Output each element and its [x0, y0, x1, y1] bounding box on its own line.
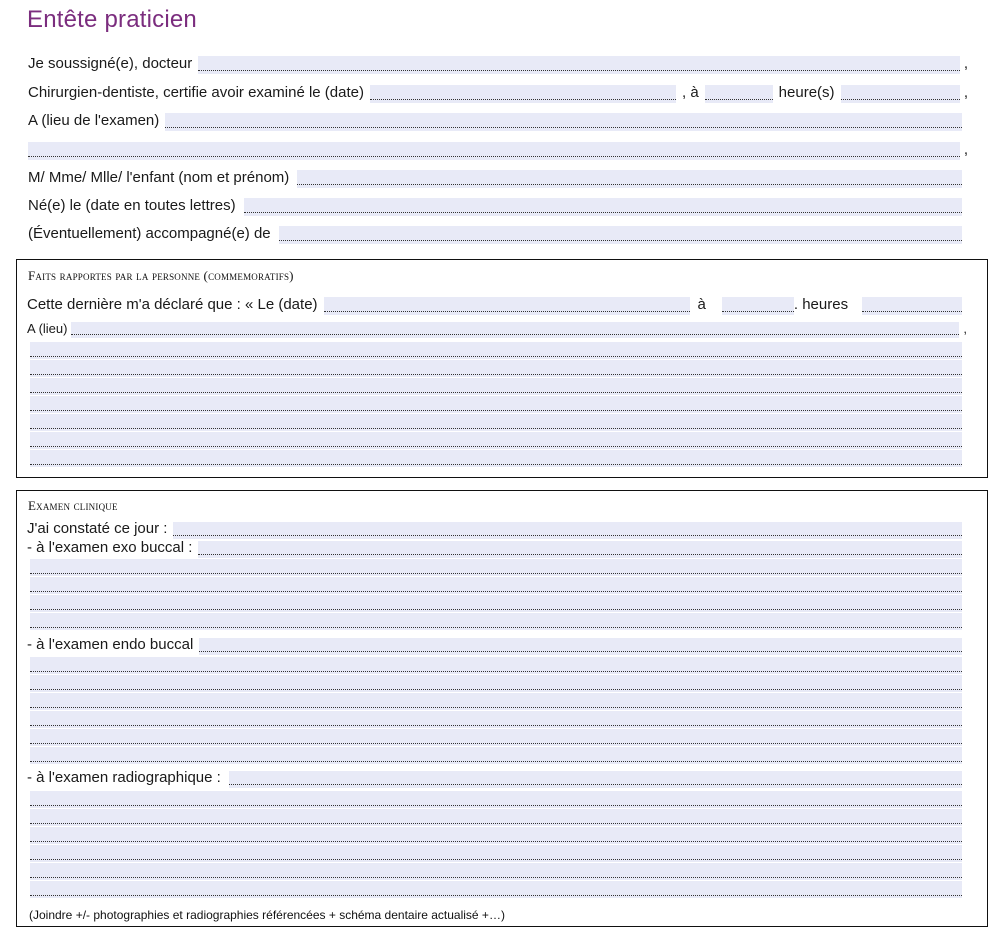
- facts-line-7[interactable]: [30, 450, 962, 467]
- endo-line-3[interactable]: [30, 693, 962, 710]
- exam-date-field[interactable]: [370, 85, 676, 103]
- declared-date-field[interactable]: [324, 297, 690, 315]
- at-label: à: [697, 296, 706, 313]
- endo-line-2[interactable]: [30, 675, 962, 692]
- companion-field[interactable]: [279, 226, 962, 244]
- radio-line-4[interactable]: [30, 845, 962, 862]
- radio-line-6[interactable]: [30, 881, 962, 898]
- facts-line-2[interactable]: [30, 360, 962, 377]
- facts-hours-label: . heures: [793, 296, 849, 313]
- radio-line-5[interactable]: [30, 863, 962, 880]
- endo-label: - à l'examen endo buccal: [27, 636, 194, 653]
- exam-place-field-2[interactable]: [28, 142, 960, 160]
- facts-time-field[interactable]: [722, 297, 794, 315]
- exo-line-3[interactable]: [30, 595, 962, 612]
- facts-line-4[interactable]: [30, 396, 962, 413]
- facts-line-5[interactable]: [30, 414, 962, 431]
- hours-field[interactable]: [841, 85, 960, 103]
- companion-label: (Éventuellement) accompagné(e) de: [28, 225, 271, 242]
- hours-label: heure(s): [778, 84, 835, 101]
- exam-place-row-2: [28, 140, 968, 160]
- facts-place-label: A (lieu): [27, 321, 68, 336]
- exam-date-label: Chirurgien-dentiste, certifie avoir examiné le (date): [28, 84, 364, 101]
- birth-row: [28, 196, 962, 216]
- exo-line-1[interactable]: [30, 559, 962, 576]
- observed-field[interactable]: [173, 522, 962, 539]
- exo-line-4[interactable]: [30, 613, 962, 630]
- exam-place-label: A (lieu de l'examen): [28, 112, 160, 129]
- facts-place-field[interactable]: [71, 322, 959, 338]
- exam-time-field[interactable]: [705, 85, 773, 103]
- facts-place-row: [27, 318, 967, 338]
- endo-row: [27, 637, 962, 655]
- exam-place-field[interactable]: [165, 113, 962, 131]
- comma: ,: [963, 55, 968, 72]
- exam-place-row: [28, 111, 962, 131]
- doctor-row: [28, 54, 968, 74]
- exo-label: - à l'examen exo buccal :: [27, 539, 193, 556]
- facts-title: Faits rapportes par la personne (commemoratifs): [28, 268, 294, 283]
- comma: ,: [963, 84, 968, 101]
- radio-line-3[interactable]: [30, 827, 962, 844]
- endo-line-6[interactable]: [30, 747, 962, 764]
- birth-field[interactable]: [244, 198, 962, 216]
- facts-line-3[interactable]: [30, 378, 962, 395]
- exam-section: [16, 490, 988, 927]
- declared-row: [27, 295, 962, 315]
- radio-field[interactable]: [229, 771, 962, 788]
- declared-label: Cette dernière m'a déclaré que : « Le (date): [27, 296, 318, 313]
- patient-row: [28, 168, 962, 188]
- patient-label: M/ Mme/ Mlle/ l'enfant (nom et prénom): [28, 169, 290, 186]
- endo-line-1[interactable]: [30, 657, 962, 674]
- endo-line-4[interactable]: [30, 711, 962, 728]
- facts-section: [16, 259, 988, 478]
- exo-field[interactable]: [198, 541, 962, 558]
- radio-row: [27, 770, 962, 788]
- companion-row: [28, 224, 962, 244]
- exam-date-row: [28, 83, 968, 103]
- doctor-label: Je soussigné(e), docteur: [28, 55, 193, 72]
- endo-line-5[interactable]: [30, 729, 962, 746]
- facts-line-1[interactable]: [30, 342, 962, 359]
- comma: ,: [963, 321, 967, 336]
- at-label: , à: [681, 84, 699, 101]
- attachments-note: (Joindre +/- photographies et radiographies référencées + schéma dentaire actualisé +…): [29, 908, 505, 922]
- radio-line-1[interactable]: [30, 791, 962, 808]
- patient-field[interactable]: [297, 170, 962, 188]
- exam-title: Examen clinique: [28, 498, 118, 513]
- comma: ,: [963, 141, 968, 158]
- endo-field[interactable]: [199, 638, 962, 655]
- doctor-field[interactable]: [198, 56, 960, 74]
- facts-hours-field[interactable]: [862, 297, 962, 315]
- radio-line-2[interactable]: [30, 809, 962, 826]
- page-title: Entête praticien: [27, 6, 197, 33]
- exo-line-2[interactable]: [30, 577, 962, 594]
- observed-label: J'ai constaté ce jour :: [27, 520, 168, 537]
- exo-row: [27, 540, 962, 558]
- radio-label: - à l'examen radiographique :: [27, 769, 221, 786]
- observed-row: [27, 521, 962, 539]
- facts-line-6[interactable]: [30, 432, 962, 449]
- birth-label: Né(e) le (date en toutes lettres): [28, 197, 236, 214]
